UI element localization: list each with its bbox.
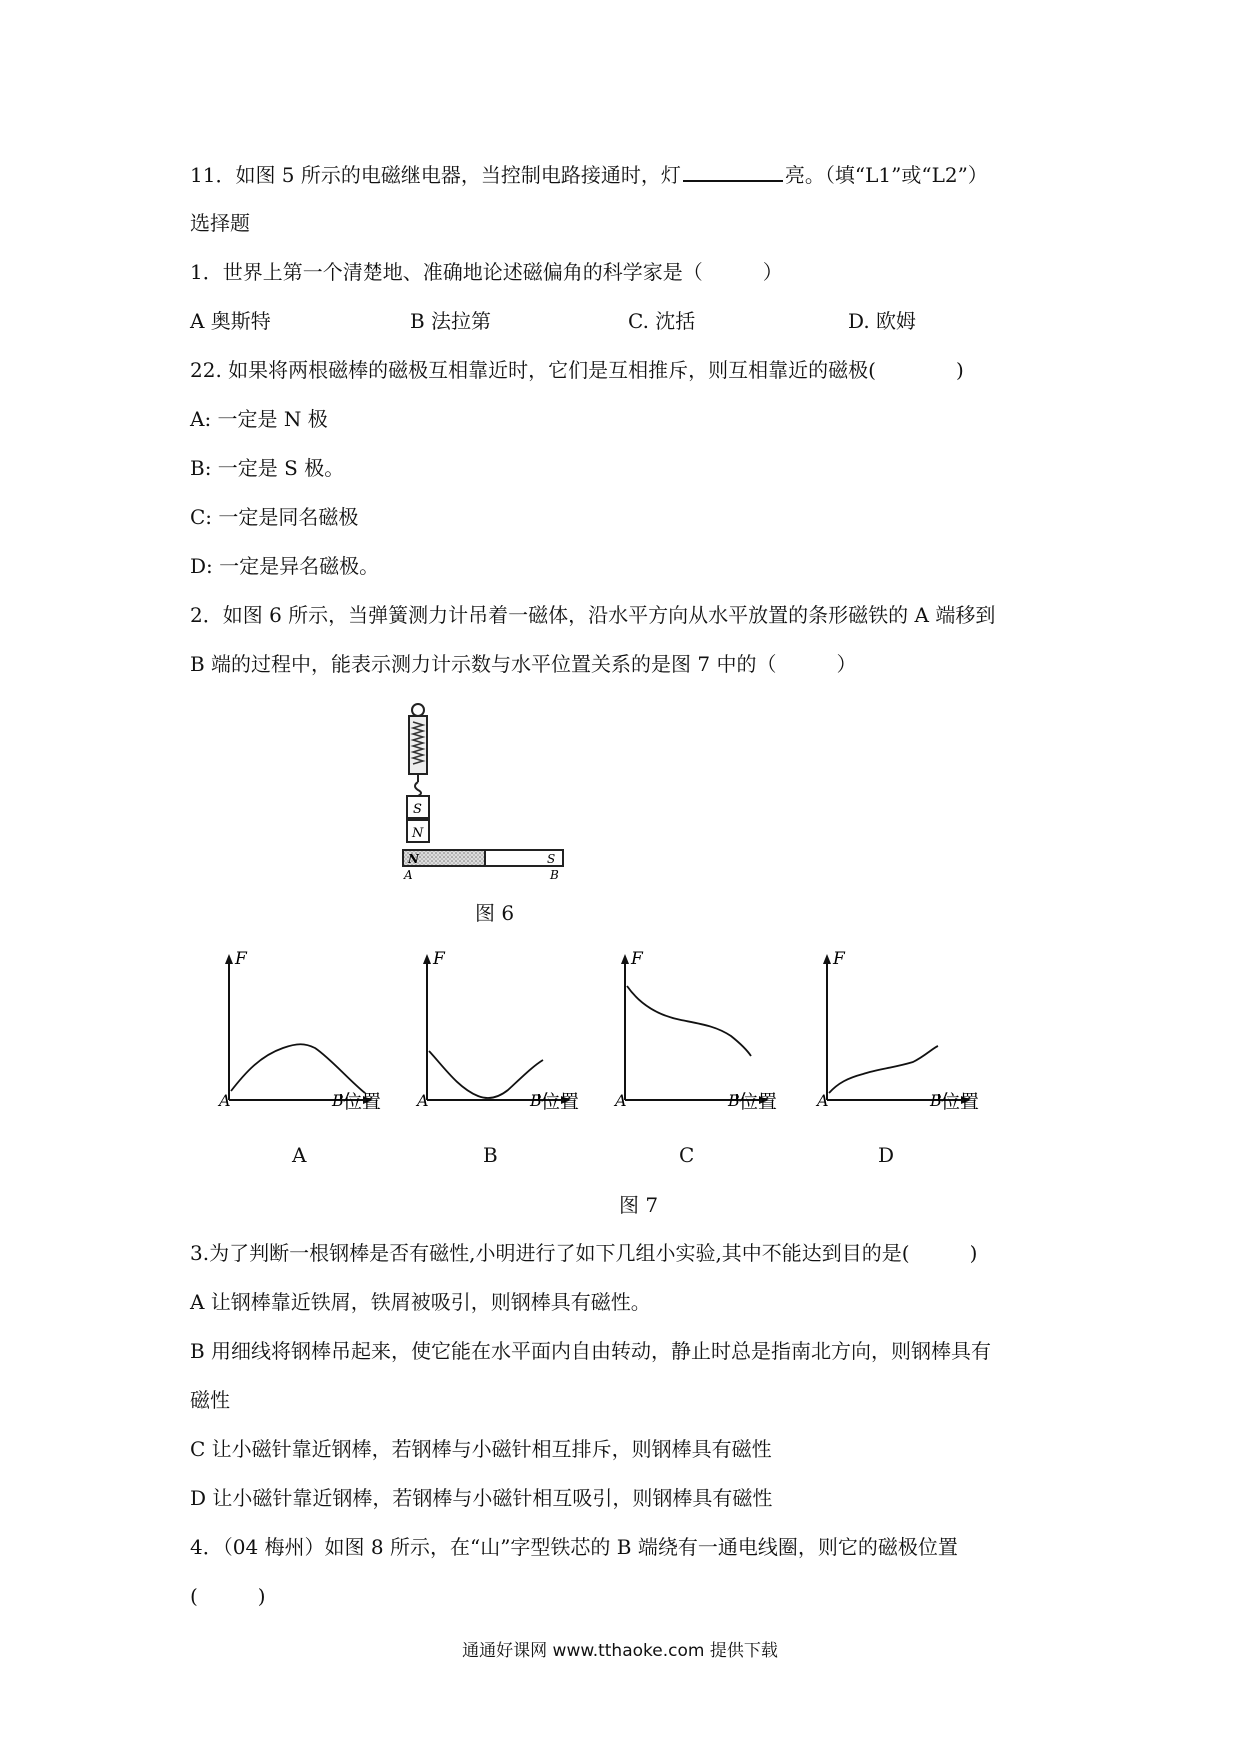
question-4-line-1: 4．（04 梅州）如图 8 所示，在“山”字型铁芯的 B 端绕有一通电线圈，则它的磁极位置 <box>190 1535 958 1559</box>
question-3-option-b-line-1: B 用细线将钢棒吊起来，使它能在水平面内自由转动，静止时总是指南北方向，则钢棒具有 <box>190 1339 992 1363</box>
question-3-option-c: C 让小磁针靠近钢棒，若钢棒与小磁针相互排斥，则钢棒具有磁性 <box>190 1437 772 1461</box>
y-axis-arrow <box>225 954 233 964</box>
force-curve <box>627 986 751 1056</box>
question-1-option-a: A 奥斯特 <box>190 309 271 333</box>
question-22-option-d: D: 一定是异名磁极。 <box>190 554 380 578</box>
origin-label: A <box>615 1091 627 1110</box>
force-curve <box>429 1051 543 1098</box>
bar-magnet-n-label: N <box>408 852 419 866</box>
question-22-option-a: A: 一定是 N 极 <box>190 407 328 431</box>
y-axis-label: F <box>235 949 247 969</box>
small-magnet-s-label: S <box>413 802 422 817</box>
figure-6-caption: 图 6 <box>475 901 515 925</box>
question-22-text: 22. 如果将两根磁棒的磁极互相靠近时，它们是互相推斥，则互相靠近的磁极( ) <box>190 358 964 382</box>
question-22-option-b: B: 一定是 S 极。 <box>190 456 345 480</box>
end-b-label: B <box>550 868 559 882</box>
origin-label: A <box>817 1091 829 1110</box>
question-11-text-before: 11．如图 5 所示的电磁继电器，当控制电路接通时，灯 <box>190 163 681 187</box>
x-axis-label: 位置 <box>541 1091 580 1113</box>
spring-scale <box>409 704 427 796</box>
question-22-option-c: C: 一定是同名磁极 <box>190 505 359 529</box>
question-3-option-b-line-2: 磁性 <box>190 1388 230 1412</box>
graph-option-label-d: D <box>878 1143 895 1167</box>
y-axis-arrow <box>621 954 629 964</box>
x-axis-label: 位置 <box>739 1091 778 1113</box>
answer-blank <box>683 160 783 182</box>
question-3-option-a: A 让钢棒靠近铁屑，铁屑被吸引，则钢棒具有磁性。 <box>190 1290 651 1314</box>
question-1-option-c: C. 沈括 <box>628 309 696 333</box>
end-label: B <box>930 1091 942 1110</box>
end-label: B <box>332 1091 344 1110</box>
y-axis-arrow <box>423 954 431 964</box>
graph-panel-b <box>403 948 580 1113</box>
section-heading: 选择题 <box>190 211 250 235</box>
end-a-label: A <box>404 868 413 882</box>
question-11-text-after: 亮。（填“L1”或“L2”） <box>784 163 988 187</box>
question-2-line-2: B 端的过程中，能表示测力计示数与水平位置关系的是图 7 中的（ ） <box>190 652 857 676</box>
graph-option-label-c: C <box>679 1143 695 1167</box>
question-1-option-d: D. 欧姆 <box>848 309 917 333</box>
question-1-option-b: B 法拉第 <box>410 309 492 333</box>
figure-7-caption: 图 7 <box>619 1193 659 1217</box>
question-3-option-d: D 让小磁针靠近钢棒，若钢棒与小磁针相互吸引，则钢棒具有磁性 <box>190 1486 773 1510</box>
graph-option-label-b: B <box>483 1143 498 1167</box>
y-axis-arrow <box>823 954 831 964</box>
graph-panel-c <box>601 948 778 1113</box>
y-axis-label: F <box>433 949 445 969</box>
question-3-text: 3.为了判断一根钢棒是否有磁性,小明进行了如下几组小实验,其中不能达到目的是( ) <box>190 1241 978 1265</box>
question-11 <box>190 160 988 190</box>
x-axis-label: 位置 <box>343 1091 382 1113</box>
page-footer: 通通好课网 www.tthaoke.com 提供下载 <box>462 1641 778 1661</box>
y-axis-label: F <box>631 949 643 969</box>
question-1-text: 1．世界上第一个清楚地、准确地论述磁偏角的科学家是（ ） <box>190 260 783 284</box>
graph-panel-a <box>205 948 382 1113</box>
small-magnet-n-label: N <box>412 826 424 841</box>
question-2-line-1: 2．如图 6 所示，当弹簧测力计吊着一磁体，沿水平方向从水平放置的条形磁铁的 A 端移到 <box>190 603 996 627</box>
end-label: B <box>728 1091 740 1110</box>
force-curve <box>829 1046 938 1093</box>
end-label: B <box>530 1091 542 1110</box>
force-curve <box>231 1044 365 1093</box>
y-axis-label: F <box>833 949 845 969</box>
graph-panel-d <box>803 948 980 1113</box>
figure-6-diagram <box>395 700 575 880</box>
question-4-line-2: ( ) <box>190 1584 266 1608</box>
origin-label: A <box>417 1091 429 1110</box>
origin-label: A <box>219 1091 231 1110</box>
x-axis-label: 位置 <box>941 1091 980 1113</box>
graph-option-label-a: A <box>292 1143 307 1167</box>
bar-magnet-s-label: S <box>547 852 556 866</box>
